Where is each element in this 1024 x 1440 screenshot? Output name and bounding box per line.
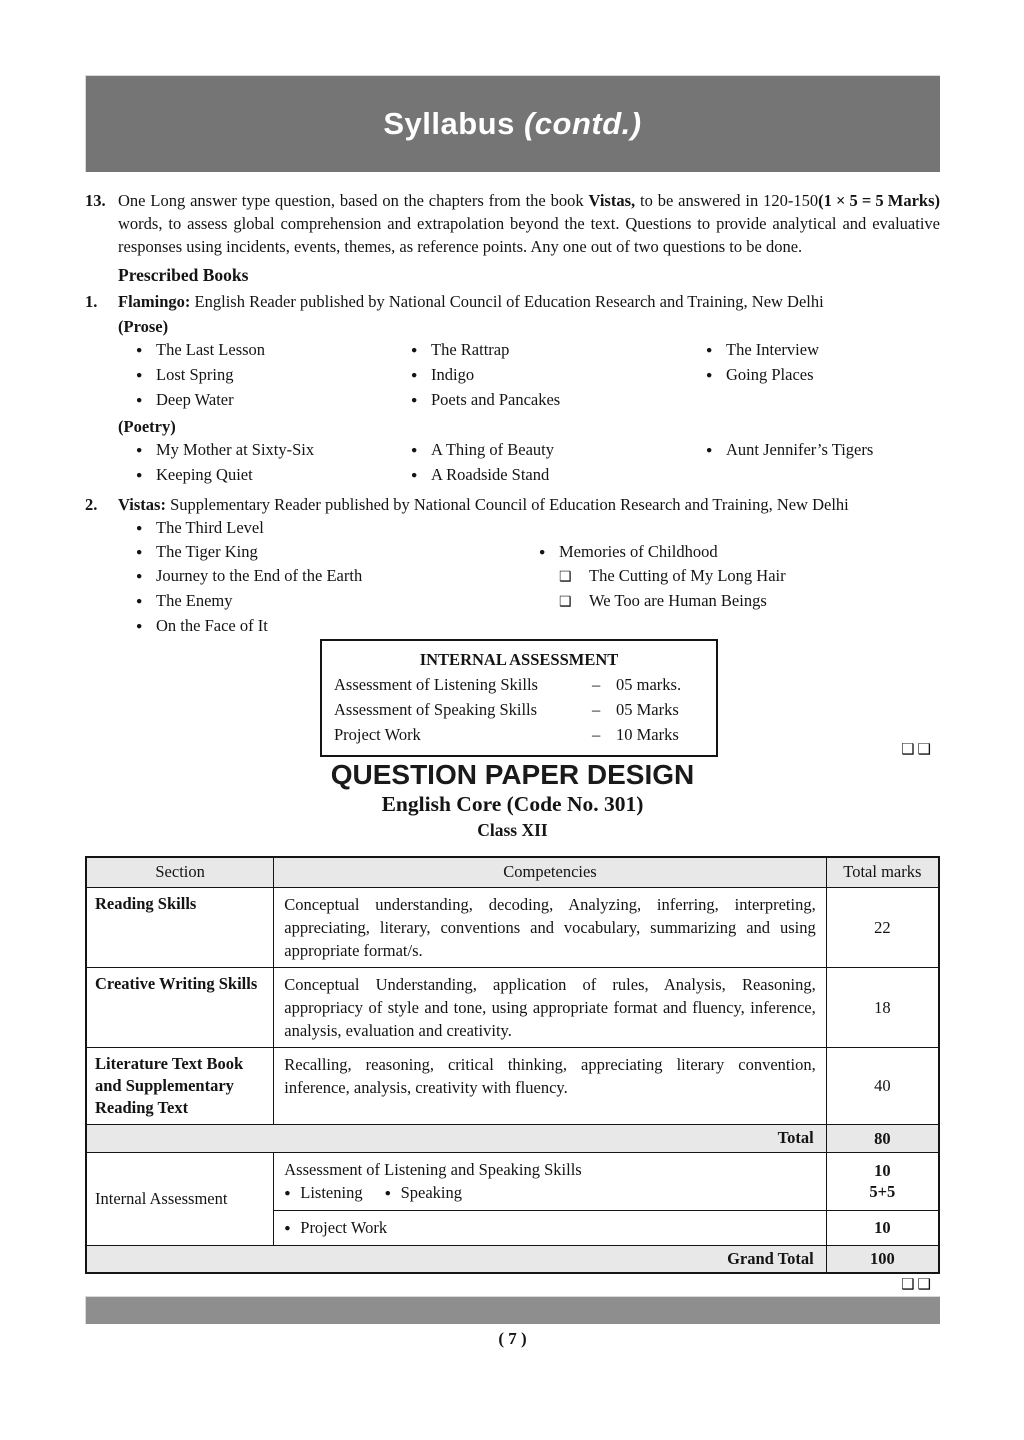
table-row: [86, 1152, 939, 1210]
vistas-title: Journey to the End of the Earth: [156, 566, 363, 585]
prose-title: Deep Water: [156, 390, 234, 409]
book-2-description: [118, 493, 940, 516]
bullet-icon: [136, 541, 156, 564]
list-item: [136, 363, 411, 388]
table-row: [86, 1047, 939, 1124]
page-title-text: Syllabus: [383, 105, 515, 141]
syllabus-header-bar: [85, 75, 940, 172]
marks-line-2: 5+5: [869, 1182, 896, 1201]
bullet-icon: [284, 1182, 300, 1205]
assessment-row: [334, 722, 704, 747]
total-label: Total: [86, 1124, 826, 1152]
bullet-icon: [284, 1217, 300, 1240]
assessment-marks: 05 Marks: [616, 700, 679, 719]
syllabus-item-13: [85, 189, 940, 258]
vistas-title: Memories of Childhood: [559, 542, 718, 561]
bullet-icon: [136, 517, 156, 540]
table-row: [86, 887, 939, 967]
list-item: [539, 540, 940, 564]
list-item: [411, 388, 706, 413]
dash: –: [592, 725, 601, 744]
question-paper-design-table: [85, 856, 940, 1274]
poetry-title: Keeping Quiet: [156, 465, 253, 484]
prose-title: Poets and Pancakes: [431, 390, 561, 409]
list-item: [136, 388, 411, 413]
marks-cell: 40: [826, 1047, 939, 1124]
vistas-list: [136, 516, 940, 638]
grand-total-label: Grand Total: [86, 1245, 826, 1273]
question-paper-design-title: QUESTION PAPER DESIGN: [330, 759, 695, 790]
list-item: [411, 438, 706, 463]
vistas-title: The Enemy: [156, 591, 233, 610]
dash: –: [592, 700, 601, 719]
page-title-contd: (contd.): [523, 105, 642, 141]
bullet-icon: [136, 565, 156, 588]
assessment-label: Assessment of Speaking Skills: [334, 700, 538, 719]
page-content: [85, 0, 940, 1349]
english-core-subtitle: English Core (Code No. 301): [381, 792, 644, 816]
book-2-title: Vistas:: [118, 495, 166, 514]
book-1-body: [118, 290, 940, 488]
bullet-icon: [136, 590, 156, 613]
list-item: [136, 589, 539, 614]
column-header-section: Section: [86, 857, 274, 887]
square-bullet-icon: [559, 591, 589, 614]
section-cell: Internal Assessment: [86, 1152, 274, 1245]
poetry-title: Aunt Jennifer’s Tigers: [726, 440, 874, 459]
bullet-icon: [411, 364, 431, 388]
speaking-label: Speaking: [400, 1182, 463, 1202]
table-row: [86, 967, 939, 1047]
item-number: 2.: [85, 495, 98, 514]
poetry-title: A Roadside Stand: [431, 465, 550, 484]
prose-title: Lost Spring: [156, 365, 234, 384]
assessment-marks: 05 marks.: [616, 675, 682, 694]
prescribed-books-heading: Prescribed Books: [118, 265, 249, 285]
bullet-icon: [706, 339, 726, 363]
book-item-vistas: [85, 493, 940, 638]
bullet-icon: [411, 439, 431, 463]
list-item: [411, 363, 706, 388]
listening-label: Listening: [300, 1182, 363, 1202]
prose-title: The Rattrap: [431, 340, 510, 359]
marks-cell: 22: [826, 887, 939, 967]
section-cell: Reading Skills: [86, 887, 274, 967]
prose-label: (Prose): [118, 317, 169, 336]
internal-assessment-title: INTERNAL ASSESSMENT: [419, 650, 619, 669]
poetry-list: [136, 438, 940, 488]
item-13-text-after: to be answered in 120-150 words, to assess global comprehension and extrapolation beyond the text. Questions to provide analytical and evaluative responses using incidents, events, themes, as reference points. Any one out of two questions to be done.: [118, 191, 940, 256]
list-item: [539, 564, 940, 589]
vistas-title: The Third Level: [156, 518, 264, 537]
bullet-icon: [136, 389, 156, 413]
internal-assessment-box: [320, 639, 718, 757]
bullet-icon: [136, 464, 156, 488]
vistas-subtitle: The Cutting of My Long Hair: [589, 566, 786, 585]
bullet-icon: [706, 439, 726, 463]
assessment-row: [334, 672, 704, 697]
marks-cell: 10: [826, 1210, 939, 1245]
list-item: [411, 463, 706, 488]
bullet-icon: [411, 339, 431, 363]
list-item: [706, 438, 940, 463]
item-13-book-name: Vistas,: [588, 191, 636, 210]
column-header-competencies: Competencies: [274, 857, 826, 887]
bullet-icon: [136, 339, 156, 363]
marks-line-1: 10: [874, 1161, 891, 1180]
marks-cell: [826, 1152, 939, 1210]
total-marks-value: 80: [826, 1124, 939, 1152]
book-2-body: [118, 493, 940, 638]
vistas-title: The Tiger King: [156, 542, 258, 561]
marks-cell: 18: [826, 967, 939, 1047]
poetry-title: My Mother at Sixty-Six: [156, 440, 315, 459]
book-item-flamingo: [85, 290, 940, 488]
bullet-icon: [136, 615, 156, 638]
item-13-text: [118, 189, 940, 258]
book-1-desc-text: English Reader published by National Council of Education Research and Training, New Delhi: [190, 292, 824, 311]
assessment-label: Project Work: [334, 725, 421, 744]
list-item: [136, 540, 539, 564]
section-cell: Literature Text Book and Supplementary Reading Text: [86, 1047, 274, 1124]
listening-speaking-line: Assessment of Listening and Speaking Skills: [284, 1159, 582, 1179]
grand-total-value: 100: [826, 1245, 939, 1273]
class-line: Class XII: [477, 820, 548, 840]
list-item: [136, 614, 539, 638]
section-end-squares-icon: ❑❑: [901, 742, 934, 758]
prose-title: Going Places: [726, 365, 814, 384]
list-item: [539, 589, 940, 614]
poetry-title: A Thing of Beauty: [431, 440, 554, 459]
grand-total-row: [86, 1245, 939, 1273]
list-item: [136, 338, 411, 363]
bullet-icon: [411, 389, 431, 413]
bullet-icon: [136, 364, 156, 388]
competencies-cell: Recalling, reasoning, critical thinking, appreciating literary convention, inference, analysis, creativity with fluency.: [274, 1047, 826, 1124]
footer-bar: [85, 1296, 940, 1324]
list-item: [136, 438, 411, 463]
project-work-label: Project Work: [300, 1217, 388, 1237]
bullet-icon: [385, 1182, 401, 1205]
competencies-cell: [274, 1210, 826, 1245]
prose-list: [136, 338, 940, 413]
poetry-label: (Poetry): [118, 417, 176, 436]
prose-title: Indigo: [431, 365, 475, 384]
item-number: 13.: [85, 191, 106, 210]
competencies-cell: Conceptual Understanding, application of rules, Analysis, Reasoning, appropriacy of style and tone, using appropriate format and fluency, inference, analysis, evaluation and creativity.: [274, 967, 826, 1047]
vistas-subtitle: We Too are Human Beings: [589, 591, 767, 610]
page-title: [383, 106, 641, 142]
book-2-desc-text: Supplementary Reader published by National Council of Education Research and Training, New Delhi: [165, 495, 849, 514]
item-number: 1.: [85, 292, 98, 311]
list-item: [136, 463, 411, 488]
item-13-text-before: One Long answer type question, based on the chapters from the book: [118, 191, 589, 210]
list-item: [136, 516, 539, 540]
prose-title: The Interview: [726, 340, 819, 359]
list-item: [411, 338, 706, 363]
dash: –: [592, 675, 601, 694]
competencies-cell: Conceptual understanding, decoding, Analyzing, inferring, interpreting, appreciating, literary, conventions and vocabulary, summarizing and using appropriate format/s.: [274, 887, 826, 967]
book-1-title: Flamingo:: [118, 292, 191, 311]
bullet-icon: [411, 464, 431, 488]
assessment-marks: 10 Marks: [616, 725, 679, 744]
prose-title: The Last Lesson: [156, 340, 266, 359]
column-header-total-marks: Total marks: [826, 857, 939, 887]
assessment-row: [334, 697, 704, 722]
bullet-icon: [136, 439, 156, 463]
bullet-icon: [539, 541, 559, 564]
item-13-marks: (1 × 5 = 5 Marks): [818, 191, 940, 210]
section-end-squares-icon: ❑❑: [901, 1277, 934, 1293]
list-item: [136, 564, 539, 589]
page-number: ( 7 ): [498, 1329, 527, 1348]
competencies-cell: [274, 1152, 826, 1210]
list-item: [706, 363, 940, 388]
vistas-title: On the Face of It: [156, 616, 268, 635]
assessment-label: Assessment of Listening Skills: [334, 675, 538, 694]
list-item: [706, 338, 940, 363]
square-bullet-icon: [559, 566, 589, 589]
section-cell: Creative Writing Skills: [86, 967, 274, 1047]
table-header-row: [86, 857, 939, 887]
book-1-description: [118, 290, 940, 313]
bullet-icon: [706, 364, 726, 388]
total-row: [86, 1124, 939, 1152]
